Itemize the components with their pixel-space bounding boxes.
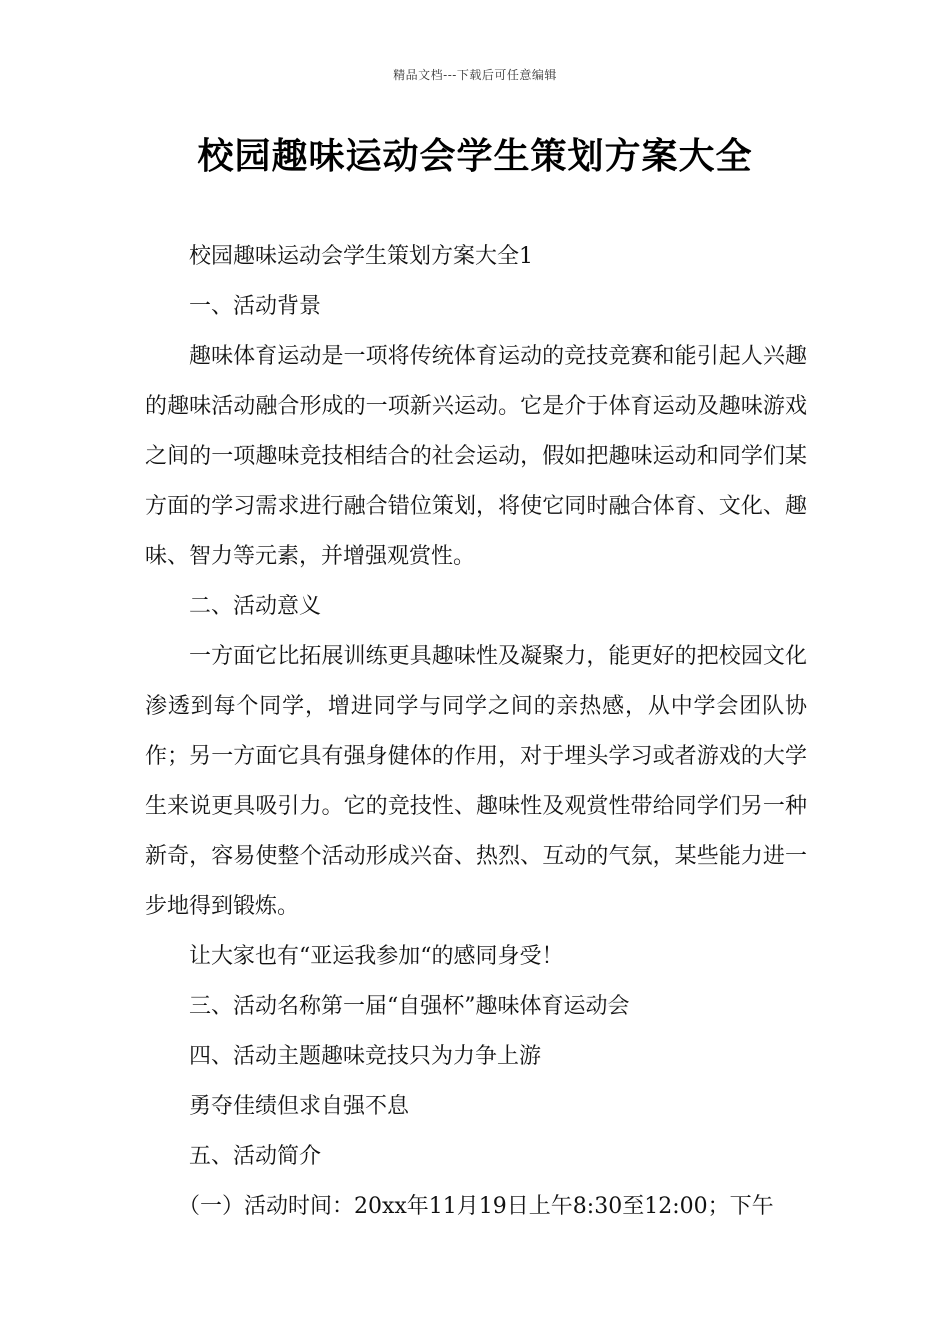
paragraph: 一方面它比拓展训练更具趣味性及凝聚力，能更好的把校园文化渗透到每个同学，增进同学与同学之间的亲热感，从中学会团队协作；另一方面它具有强身健体的作用，对于埋头学习或者游戏的大学生来说更具吸引力。它的竞技性、趣味性及观赏性带给同学们另一种新奇，容易使整个活动形成兴奋、热烈、互动的气氛，某些能力进一步地得到锻炼。 — [145, 644, 807, 919]
page-header: 精品文档---下载后可任意编辑 — [393, 68, 557, 82]
document-title: 校园趣味运动会学生策划方案大全 — [197, 136, 753, 177]
document-body — [145, 232, 807, 1232]
paragraph: （一）活动时间：20xx年11月19日上午8:30至12:00；下午 — [178, 1194, 774, 1219]
section-heading: 四、活动主题趣味竞技只为力争上游 — [189, 1044, 542, 1069]
paragraph: 趣味体育运动是一项将传统体育运动的竞技竞赛和能引起人兴趣的趣味活动融合形成的一项新兴运动。它是介于体育运动及趣味游戏之间的一项趣味竞技相结合的社会运动，假如把趣味运动和同学们某方面的学习需求进行融合错位策划，将使它同时融合体育、文化、趣味、智力等元素，并增强观赏性。 — [145, 344, 807, 569]
section-heading: 三、活动名称第一届“自强杯”趣味体育运动会 — [189, 994, 630, 1019]
section-heading: 校园趣味运动会学生策划方案大全1 — [189, 244, 533, 269]
section-heading: 二、活动意义 — [189, 594, 322, 619]
section-heading: 一、活动背景 — [189, 294, 322, 319]
section-heading: 五、活动简介 — [189, 1144, 322, 1169]
paragraph: 让大家也有“亚运我参加“的感同身受！ — [189, 944, 564, 969]
paragraph: 勇夺佳绩但求自强不息 — [189, 1094, 410, 1119]
